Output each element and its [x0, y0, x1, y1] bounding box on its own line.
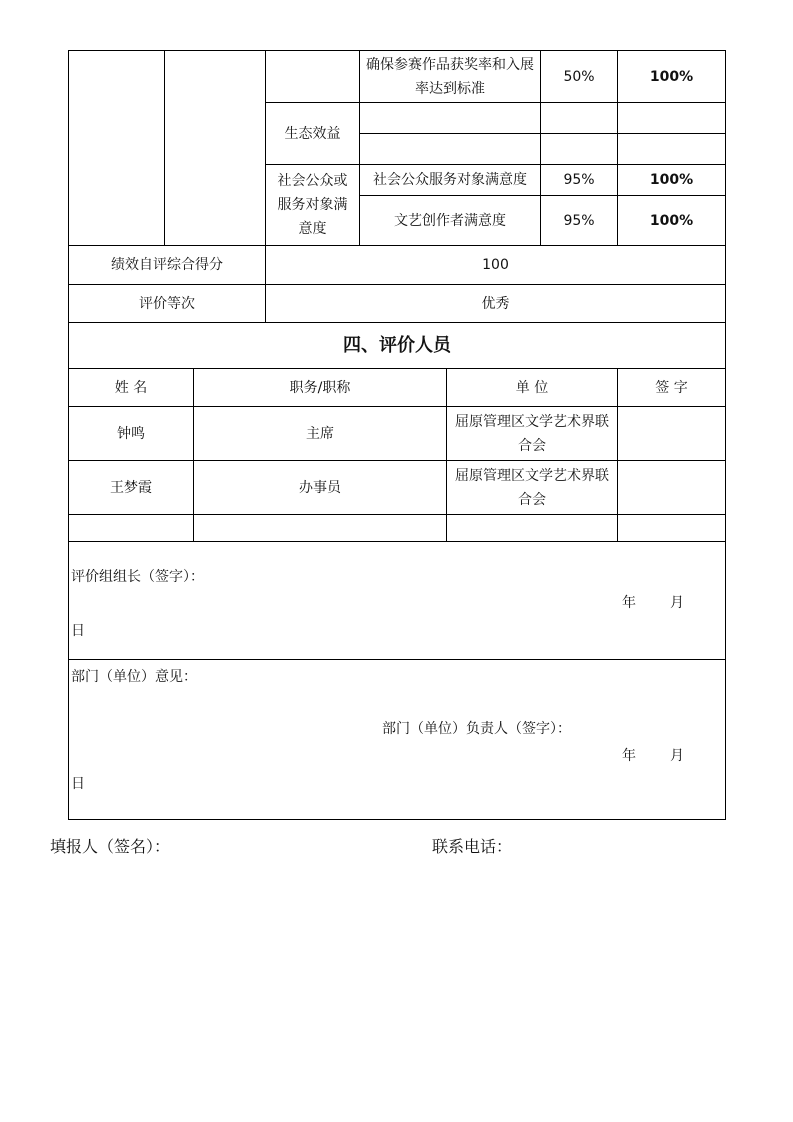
- indicator-quality: 确保参赛作品获奖率和入展率达到标准: [366, 56, 534, 97]
- evaluator-unit: [447, 515, 617, 541]
- filler-label: 填报人（签名）：: [50, 837, 171, 856]
- header-signature: 签 字: [655, 379, 688, 396]
- header-unit: 单 位: [515, 379, 549, 396]
- evaluator-unit: 屈原管理区文学艺术界联合会: [455, 467, 609, 508]
- leader-sign-label: 评价组组长（签字）：: [71, 569, 204, 585]
- indicator-public: 社会公众服务对象满意度: [373, 172, 527, 188]
- evaluator-name: [69, 515, 193, 541]
- header-position: 职务/职称: [289, 379, 351, 396]
- evaluator-position: [194, 515, 446, 541]
- score-label: 绩效自评综合得分: [111, 257, 223, 273]
- table-border-bottom: [68, 819, 726, 820]
- divider: [359, 133, 726, 134]
- dept-opinion-label: 部门（单位）意见：: [71, 669, 197, 685]
- satisfaction-label: 社会公众或服务对象满意度: [277, 173, 348, 237]
- divider: [164, 50, 165, 245]
- dept-opinion-day: 日: [71, 776, 85, 792]
- section-title-evaluators: 四、评价人员: [343, 334, 451, 356]
- dept-opinion-year: 年: [622, 748, 636, 764]
- evaluator-name: 王梦霞: [110, 479, 152, 496]
- leader-sign-day: 日: [71, 623, 85, 639]
- evaluator-unit: 屈原管理区文学艺术界联合会: [455, 413, 609, 454]
- score-value: 100: [482, 257, 509, 273]
- indicator-artist: 文艺创作者满意度: [394, 212, 506, 229]
- leader-sign-year: 年: [622, 595, 636, 611]
- evaluator-signature[interactable]: [618, 461, 725, 514]
- phone-label: 联系电话：: [432, 837, 513, 856]
- actual-artist: 100%: [649, 212, 694, 229]
- table-border-right: [725, 50, 726, 820]
- dept-responsible-label: 部门（单位）负责人（签字）：: [382, 721, 571, 737]
- target-public: 95%: [563, 172, 595, 188]
- eco-benefit-label: 生态效益: [284, 125, 341, 142]
- evaluator-position: 办事员: [299, 479, 341, 496]
- divider: [68, 541, 726, 542]
- target-quality: 50%: [563, 68, 595, 85]
- actual-public: 100%: [649, 172, 694, 188]
- evaluator-position: 主席: [306, 425, 334, 442]
- header-name: 姓 名: [114, 379, 148, 396]
- dept-opinion-month: 月: [670, 748, 684, 764]
- divider: [68, 659, 726, 660]
- evaluator-signature[interactable]: [618, 407, 725, 460]
- target-artist: 95%: [563, 212, 595, 229]
- actual-quality: 100%: [649, 68, 694, 85]
- evaluator-name: 钟鸣: [117, 425, 145, 442]
- evaluator-signature[interactable]: [618, 515, 725, 541]
- grade-value: 优秀: [481, 295, 510, 312]
- grade-label: 评价等次: [139, 295, 195, 312]
- leader-sign-month: 月: [670, 595, 684, 611]
